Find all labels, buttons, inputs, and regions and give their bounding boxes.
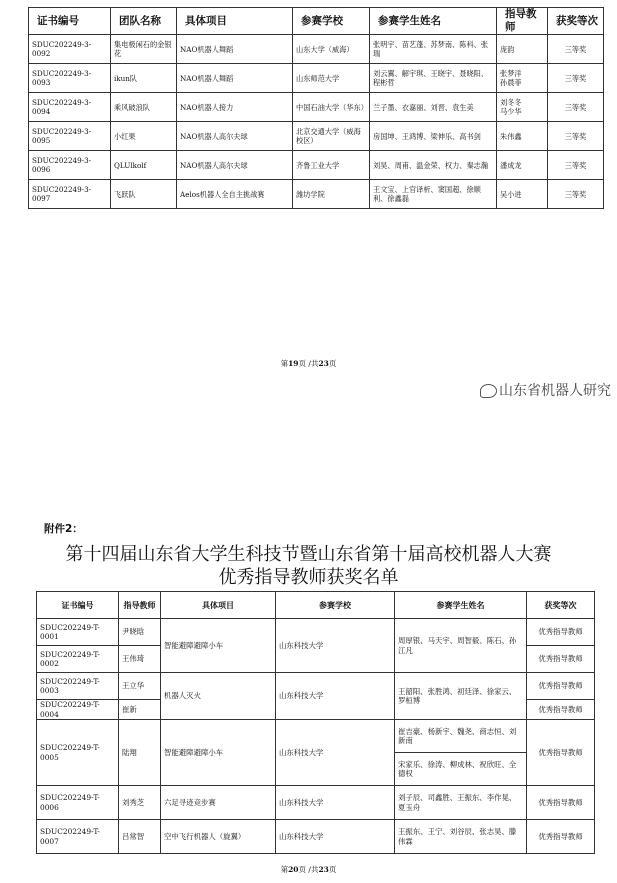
team-cell: QLUlkolf bbox=[111, 151, 177, 180]
cert-id-cell: SDUC202249-T-0002 bbox=[37, 646, 119, 673]
page-number bbox=[0, 864, 617, 875]
col-header-teacher: 指导教师 bbox=[119, 592, 161, 619]
table-header-row bbox=[29, 8, 604, 35]
project-cell: 智能避障避障小车 bbox=[161, 720, 276, 786]
col-header-cert-id: 证书编号 bbox=[37, 592, 119, 619]
cert-id-cell: SDUC202249-T-0004 bbox=[37, 700, 119, 720]
school-cell: 北京交通大学（威海校区） bbox=[293, 122, 370, 151]
students-cell: 刘昊、周甫、温金荣、权力、秦志瀚 bbox=[370, 151, 497, 180]
team-cell: ikun队 bbox=[111, 64, 177, 93]
school-cell: 山东科技大学 bbox=[276, 720, 395, 786]
students-cell: 宋家乐、徐涛、柳成林、祝欣旺、全德权 bbox=[395, 753, 527, 786]
col-header-school: 参赛学校 bbox=[276, 592, 395, 619]
award-cell: 优秀指导教师 bbox=[527, 820, 595, 854]
table-row bbox=[37, 720, 595, 753]
teacher-cell: 朱伟鑫 bbox=[497, 122, 548, 151]
table-header-row bbox=[37, 592, 595, 619]
students-cell: 周厚银、马天宇、周智毅、陈石、孙江凡 bbox=[395, 619, 527, 673]
project-cell: 空中飞行机器人（旋翼） bbox=[161, 820, 276, 854]
project-cell: 智能避障避障小车 bbox=[161, 619, 276, 673]
students-cell: 王文宝、上官译析、窦国超、徐顺利、徐鑫磊 bbox=[370, 180, 497, 209]
page-total: 23 bbox=[318, 359, 329, 368]
school-cell: 山东科技大学 bbox=[276, 786, 395, 820]
col-header-students: 参赛学生姓名 bbox=[395, 592, 527, 619]
col-header-project: 具体项目 bbox=[161, 592, 276, 619]
table-row bbox=[37, 786, 595, 820]
project-cell: 六足寻迹竞步赛 bbox=[161, 786, 276, 820]
page-number bbox=[0, 358, 617, 369]
award-cell: 三等奖 bbox=[548, 93, 604, 122]
teacher-cell: 刘冬冬 马少华 bbox=[497, 93, 548, 122]
table-row bbox=[29, 180, 604, 209]
teacher-cell: 尹晓晗 bbox=[119, 619, 161, 646]
teacher-cell: 张梦洋 孙晨菲 bbox=[497, 64, 548, 93]
award-cell: 优秀指导教师 bbox=[527, 720, 595, 786]
cert-id-cell: SDUC202249-3-0094 bbox=[29, 93, 111, 122]
col-header-team: 团队名称 bbox=[111, 8, 177, 35]
teacher-cell: 潘成龙 bbox=[497, 151, 548, 180]
teacher-cell: 吕常智 bbox=[119, 820, 161, 854]
wechat-icon bbox=[480, 384, 497, 398]
team-cell: 小红果 bbox=[111, 122, 177, 151]
annex-label: 附件2： bbox=[44, 523, 83, 535]
cert-id-cell: SDUC202249-T-0007 bbox=[37, 820, 119, 854]
students-cell: 张明宇、苗艺蓬、苏梦南、陈科、张瑞 bbox=[370, 35, 497, 64]
page-current: 20 bbox=[288, 865, 299, 874]
teacher-cell: 刘秀芝 bbox=[119, 786, 161, 820]
table-row bbox=[29, 93, 604, 122]
page-mid: 页 /共 bbox=[298, 359, 319, 368]
page-subtitle: 优秀指导教师获奖名单 bbox=[218, 567, 399, 588]
award-cell: 三等奖 bbox=[548, 151, 604, 180]
students-cell: 王振东、王宁、刘谷辰、张志昊、滕伟霖 bbox=[395, 820, 527, 854]
cert-id-cell: SDUC202249-T-0003 bbox=[37, 673, 119, 700]
col-header-students: 参赛学生姓名 bbox=[370, 8, 497, 35]
cert-id-cell: SDUC202249-3-0095 bbox=[29, 122, 111, 151]
cert-id-cell: SDUC202249-T-0001 bbox=[37, 619, 119, 646]
students-cell: 兰子墨、衣嘉丽、刘晋、袁生美 bbox=[370, 93, 497, 122]
instructor-award-table bbox=[36, 591, 595, 854]
school-cell: 山东师范大学 bbox=[293, 64, 370, 93]
project-cell: NAO机器人舞蹈 bbox=[177, 64, 293, 93]
teacher-cell: 吴小进 bbox=[497, 180, 548, 209]
col-header-school: 参赛学校 bbox=[293, 8, 370, 35]
teacher-cell: 庞韵 bbox=[497, 35, 548, 64]
watermark-text: 山东省机器人研究 bbox=[499, 383, 611, 399]
school-cell: 山东科技大学 bbox=[276, 619, 395, 673]
students-cell: 崔吉豪、杨新宇、魏尧、商志恒、刘新南 bbox=[395, 720, 527, 753]
page-prefix: 第 bbox=[280, 359, 289, 368]
teacher-cell: 王立华 bbox=[119, 673, 161, 700]
cert-id-cell: SDUC202249-T-0005 bbox=[37, 720, 119, 786]
page-mid: 页 /共 bbox=[298, 865, 319, 874]
table-row bbox=[29, 64, 604, 93]
col-header-award: 获奖等次 bbox=[527, 592, 595, 619]
project-cell: NAO机器人接力 bbox=[177, 93, 293, 122]
col-header-award: 获奖等次 bbox=[548, 8, 604, 35]
page-title: 第十四届山东省大学生科技节暨山东省第十届高校机器人大赛 bbox=[65, 544, 552, 565]
award-cell: 优秀指导教师 bbox=[527, 786, 595, 820]
school-cell: 齐鲁工业大学 bbox=[293, 151, 370, 180]
table-row bbox=[37, 820, 595, 854]
school-cell: 山东科技大学 bbox=[276, 820, 395, 854]
table-row bbox=[29, 35, 604, 64]
award-cell: 三等奖 bbox=[548, 180, 604, 209]
page-suffix: 页 bbox=[328, 359, 337, 368]
teacher-cell: 崔新 bbox=[119, 700, 161, 720]
page-total: 23 bbox=[318, 865, 329, 874]
page-suffix: 页 bbox=[328, 865, 337, 874]
page-current: 19 bbox=[288, 359, 299, 368]
award-cell: 优秀指导教师 bbox=[527, 619, 595, 646]
school-cell: 山东科技大学 bbox=[276, 673, 395, 720]
third-prize-table bbox=[28, 7, 604, 209]
page-prefix: 第 bbox=[280, 865, 289, 874]
cert-id-cell: SDUC202249-3-0092 bbox=[29, 35, 111, 64]
table-row bbox=[37, 673, 595, 700]
col-header-project: 具体项目 bbox=[177, 8, 293, 35]
school-cell: 中国石油大学（华东） bbox=[293, 93, 370, 122]
project-cell: NAO机器人高尔夫球 bbox=[177, 122, 293, 151]
team-cell: 乘风破浪队 bbox=[111, 93, 177, 122]
students-cell: 刘云翼、解宇琪、王晓宇、聂晓阳、程彬哲 bbox=[370, 64, 497, 93]
students-cell: 房国坤、王鸿博、梁伸乐、高书剑 bbox=[370, 122, 497, 151]
award-cell: 优秀指导教师 bbox=[527, 646, 595, 673]
award-cell: 优秀指导教师 bbox=[527, 700, 595, 720]
cert-id-cell: SDUC202249-3-0097 bbox=[29, 180, 111, 209]
award-cell: 三等奖 bbox=[548, 122, 604, 151]
project-cell: 机器人灭火 bbox=[161, 673, 276, 720]
watermark bbox=[480, 380, 611, 400]
students-cell: 刘子辰、司鑫胜、王振东、李作晃、夏玉舟 bbox=[395, 786, 527, 820]
table-row bbox=[29, 151, 604, 180]
project-cell: Aelos机器人全自主挑战赛 bbox=[177, 180, 293, 209]
school-cell: 潍坊学院 bbox=[293, 180, 370, 209]
award-cell: 三等奖 bbox=[548, 35, 604, 64]
col-header-cert-id: 证书编号 bbox=[29, 8, 111, 35]
school-cell: 山东大学（威海） bbox=[293, 35, 370, 64]
cert-id-cell: SDUC202249-3-0096 bbox=[29, 151, 111, 180]
col-header-teacher: 指导教师 bbox=[497, 8, 548, 35]
team-cell: 集电极闲石的金银花 bbox=[111, 35, 177, 64]
table-row bbox=[37, 619, 595, 646]
cert-id-cell: SDUC202249-3-0093 bbox=[29, 64, 111, 93]
cert-id-cell: SDUC202249-T-0006 bbox=[37, 786, 119, 820]
students-cell: 王韶阳、张胜鸿、初廷泽、徐家云、罗桓博 bbox=[395, 673, 527, 720]
award-cell: 优秀指导教师 bbox=[527, 673, 595, 700]
teacher-cell: 陆翔 bbox=[119, 720, 161, 786]
table-row bbox=[29, 122, 604, 151]
award-cell: 三等奖 bbox=[548, 64, 604, 93]
project-cell: NAO机器人高尔夫球 bbox=[177, 151, 293, 180]
project-cell: NAO机器人舞蹈 bbox=[177, 35, 293, 64]
team-cell: 飞跃队 bbox=[111, 180, 177, 209]
teacher-cell: 王伟琦 bbox=[119, 646, 161, 673]
